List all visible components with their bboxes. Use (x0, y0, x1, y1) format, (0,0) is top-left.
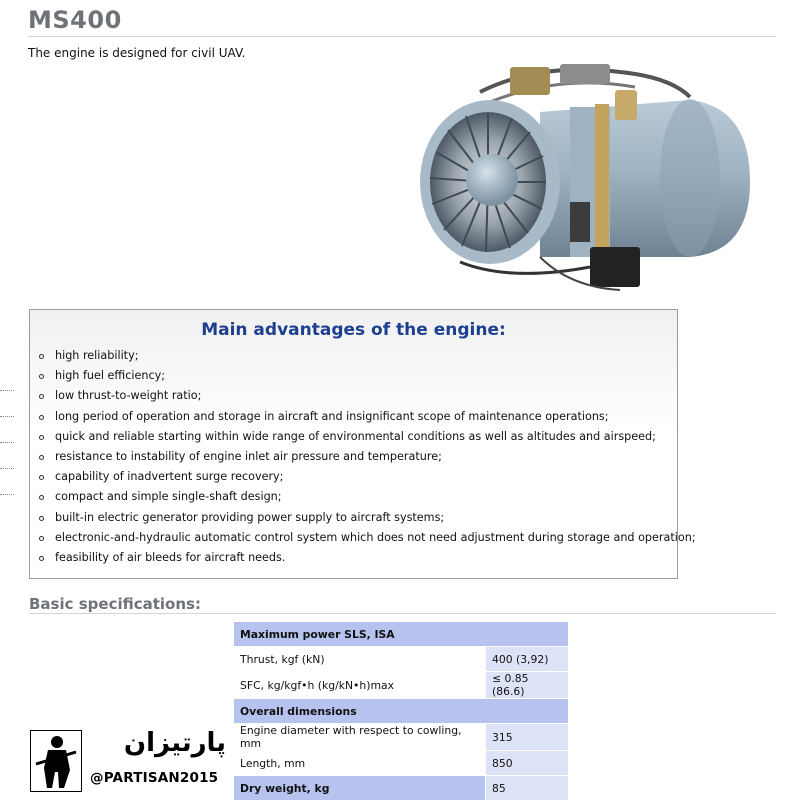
watermark-handle: @PARTISAN2015 (90, 770, 219, 786)
advantages-panel (29, 309, 696, 579)
bullet-icon (39, 495, 44, 500)
weight-value: 85 (486, 776, 569, 801)
bullet-icon (39, 415, 44, 420)
table-row (234, 647, 569, 672)
table-section-header (234, 699, 569, 724)
length-label: Length, mm (234, 751, 486, 776)
list-item: resistance to instability of engine inlet air pressure and temperature; (38, 447, 696, 467)
advantages-list (38, 346, 696, 568)
thrust-label: Thrust, kgf (kN) (234, 647, 486, 672)
list-item: electronic-and-hydraulic automatic control system which does not need adjustment during storage and operation; (38, 528, 696, 548)
list-item: compact and simple single-shaft design; (38, 487, 696, 507)
section-dimensions-cell: Overall dimensions (234, 699, 569, 724)
bullet-icon (39, 536, 44, 541)
dot-line (0, 390, 14, 391)
diameter-label: Engine diameter with respect to cowling, mm (234, 724, 486, 751)
list-item: high reliability; (38, 346, 696, 366)
specifications-divider (29, 613, 776, 614)
bullet-icon (39, 435, 44, 440)
list-item: long period of operation and storage in aircraft and insignificant scope of maintenance operations; (38, 407, 696, 427)
dot-line (0, 494, 14, 495)
engine-illustration (420, 52, 760, 302)
list-item: quick and reliable starting within wide range of environmental conditions as well as altitudes and airspeed; (38, 427, 696, 447)
bullet-icon (39, 475, 44, 480)
section-power-cell: Maximum power SLS, ISA (234, 622, 569, 647)
advantages-title: Main advantages of the engine: (201, 320, 506, 340)
soldier-silhouette-icon (30, 730, 82, 792)
bullet-icon (39, 556, 44, 561)
bullet-icon (39, 455, 44, 460)
length-value: 850 (486, 751, 569, 776)
table-row (234, 751, 569, 776)
sfc-label: SFC, kg/kgf•h (kg/kN•h)max (234, 672, 486, 699)
intro-text: The engine is designed for civil UAV. (28, 46, 246, 60)
list-item: high fuel efficiency; (38, 366, 696, 386)
title-divider (28, 36, 776, 37)
list-item: capability of inadvertent surge recovery; (38, 467, 696, 487)
specifications-heading: Basic specifications: (29, 595, 201, 613)
specifications-table (233, 621, 569, 801)
bullet-icon (39, 394, 44, 399)
bullet-icon (39, 374, 44, 379)
list-item: feasibility of air bleeds for aircraft needs. (38, 548, 696, 568)
list-item: built-in electric generator providing power supply to aircraft systems; (38, 508, 696, 528)
list-item: low thrust-to-weight ratio; (38, 386, 696, 406)
watermark (30, 726, 230, 796)
page-title: MS400 (28, 6, 122, 34)
table-row (234, 672, 569, 699)
sfc-value: ≤ 0.85 (86.6) (486, 672, 569, 699)
bullet-icon (39, 354, 44, 359)
weight-label: Dry weight, kg (234, 776, 486, 801)
dot-line (0, 442, 14, 443)
dot-line (0, 468, 14, 469)
thrust-value: 400 (3,92) (486, 647, 569, 672)
engine-image (420, 52, 760, 302)
table-row (234, 776, 569, 801)
table-section-header (234, 622, 569, 647)
watermark-persian-text: پارتیزان (123, 728, 227, 758)
dot-line (0, 416, 14, 417)
diameter-value: 315 (486, 724, 569, 751)
bullet-icon (39, 516, 44, 521)
table-row (234, 724, 569, 751)
